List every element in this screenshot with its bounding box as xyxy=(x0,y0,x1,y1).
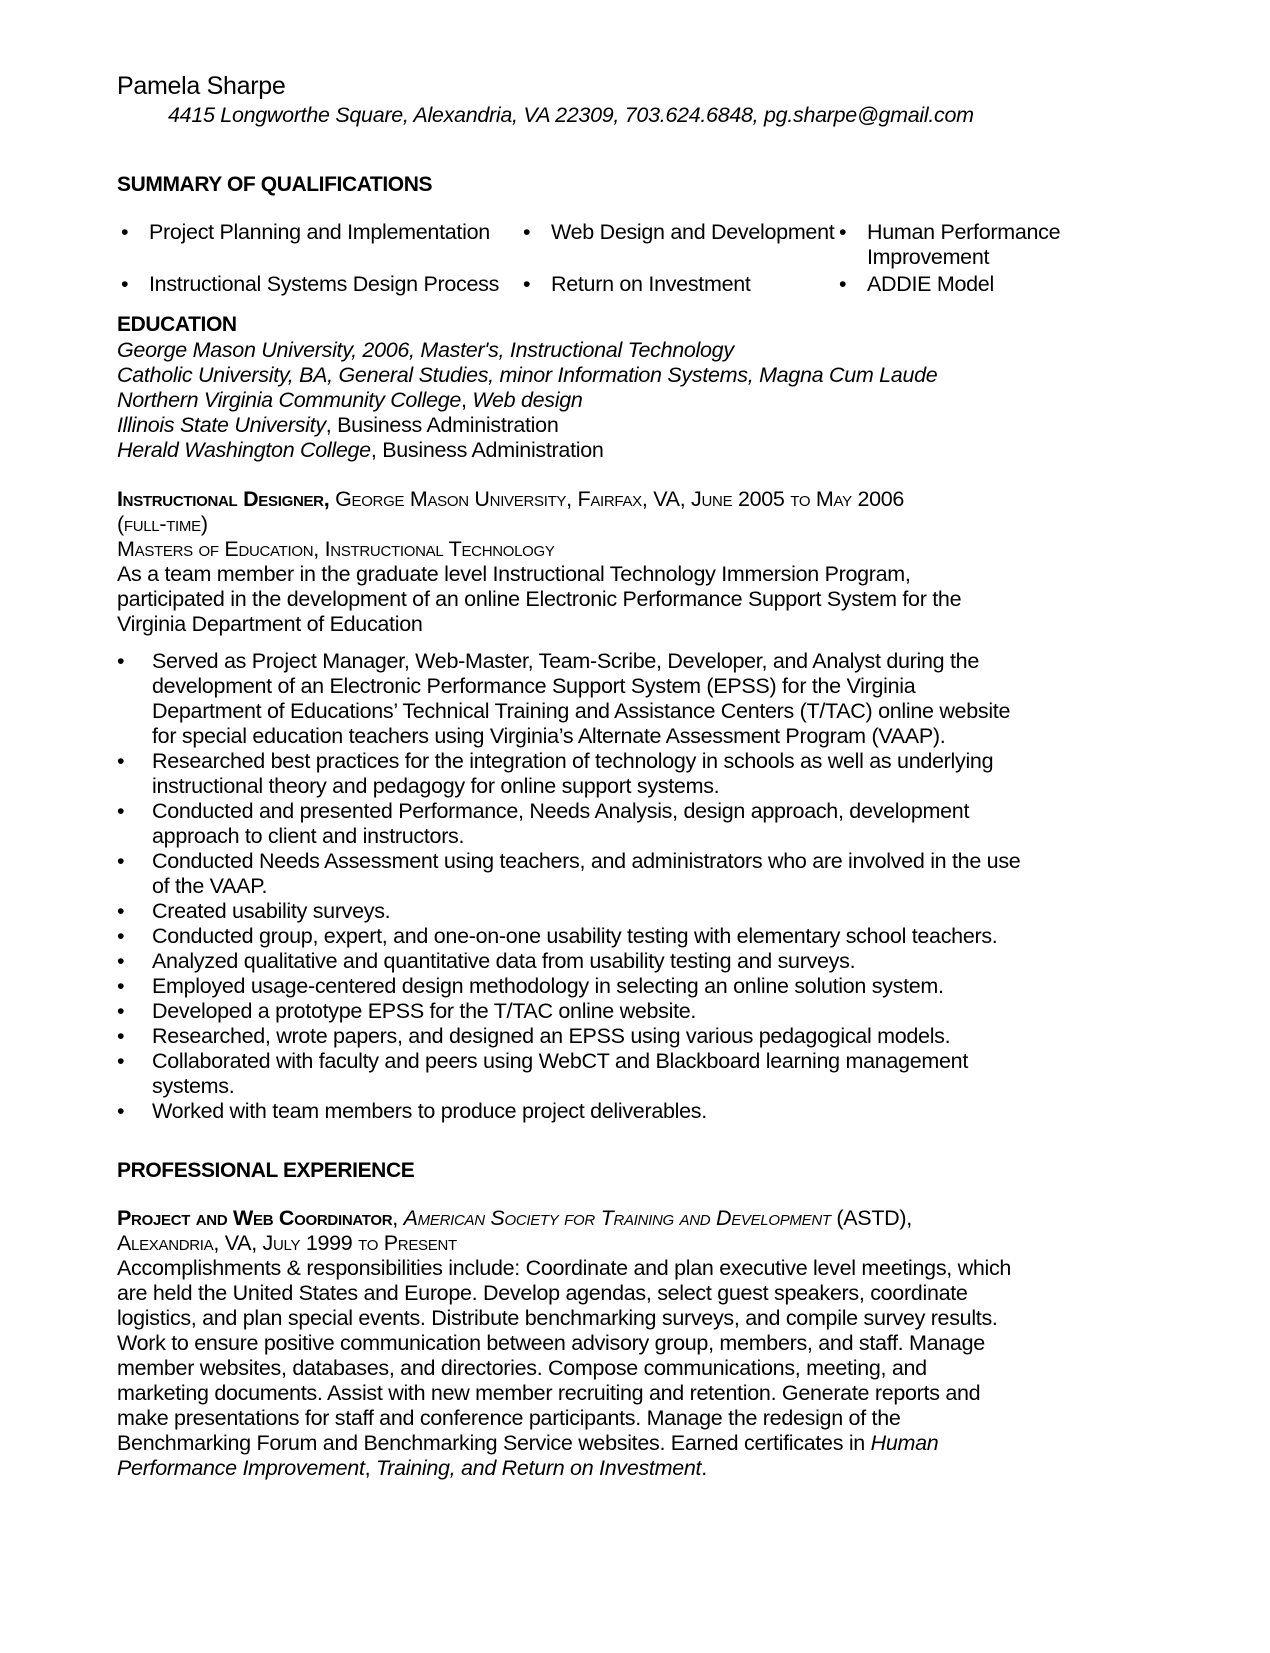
bullet-line: development of an Electronic Performance Support System (EPSS) for the Virginia xyxy=(152,674,916,698)
bullet-line: Collaborated with faculty and peers using WebCT and Blackboard learning management xyxy=(152,1049,968,1073)
job-bullet-item xyxy=(117,899,1117,924)
job-org: American Society for Training and Development xyxy=(403,1206,831,1230)
bullet-icon: • xyxy=(117,949,125,973)
bullet-line: of the VAAP. xyxy=(152,874,268,898)
bullet-icon: • xyxy=(523,272,531,296)
desc-italic: Performance Improvement xyxy=(117,1456,365,1480)
bullet-line: Department of Educations’ Technical Training and Assistance Centers (T/TAC) online website xyxy=(152,699,1011,723)
job-bullet-item xyxy=(117,649,1117,749)
bullet-icon: • xyxy=(117,649,125,673)
bullet-line: Conducted group, expert, and one-on-one usability testing with elementary school teachers. xyxy=(152,924,998,948)
bullet-icon: • xyxy=(121,272,129,296)
education-field: Web design xyxy=(472,388,583,412)
qualification-text: Project Planning and Implementation xyxy=(149,220,490,244)
contact-info: 4415 Longworthe Square, Alexandria, VA 22309, 703.624.6848, pg.sharpe@gmail.com xyxy=(168,103,974,127)
desc-text: Benchmarking Forum and Benchmarking Service websites. Earned certificates in xyxy=(117,1431,871,1455)
bullet-icon: • xyxy=(117,974,125,998)
education-field: , Business Administration xyxy=(370,438,604,462)
education-entry xyxy=(117,338,1117,363)
education-entry xyxy=(117,363,1117,388)
job-description-line: logistics, and plan special events. Distribute benchmarking surveys, and compile survey results. xyxy=(117,1306,998,1330)
job-bullet-item xyxy=(117,849,1117,899)
job-description-line: Work to ensure positive communication between advisory group, members, and staff. Manage xyxy=(117,1331,985,1355)
bullet-icon: • xyxy=(839,220,847,244)
bullet-icon: • xyxy=(121,220,129,244)
education-institution: Herald Washington College xyxy=(117,438,371,462)
job-description-line: make presentations for staff and conference participants. Manage the redesign of the xyxy=(117,1406,901,1430)
bullet-icon: • xyxy=(839,272,847,296)
bullet-line: instructional theory and pedagogy for online support systems. xyxy=(152,774,720,798)
job-type: (full-time) xyxy=(117,512,208,536)
bullet-icon: • xyxy=(117,999,125,1023)
education-institution: Northern Virginia Community College xyxy=(117,388,462,412)
bullet-icon: • xyxy=(523,220,531,244)
job-description xyxy=(117,1256,1117,1431)
qualification-text: Return on Investment xyxy=(551,272,751,296)
education-institution: Catholic University, BA, General Studies, minor Information Systems, Magna Cum Laude xyxy=(117,363,938,387)
bullet-line: Researched, wrote papers, and designed an EPSS using various pedagogical models. xyxy=(152,1024,951,1048)
bullet-line: Developed a prototype EPSS for the T/TAC online website. xyxy=(152,999,697,1023)
bullet-icon: • xyxy=(117,799,125,823)
job-bullet-item xyxy=(117,1049,1117,1099)
qualification-text-wrap: Improvement xyxy=(867,245,990,269)
job-bullet-item xyxy=(117,1024,1117,1049)
bullet-icon: • xyxy=(117,1099,125,1123)
education-entry xyxy=(117,438,1117,463)
qualification-text: Web Design and Development xyxy=(551,220,835,244)
qualification-item xyxy=(523,220,834,245)
job-sep: , xyxy=(392,1206,404,1230)
bullet-line: Worked with team members to produce project deliverables. xyxy=(152,1099,707,1123)
education-institution: George Mason University, 2006, Master's, Instructional Technology xyxy=(117,338,734,362)
education-sep: , xyxy=(461,388,473,412)
job-description-line xyxy=(117,1456,1117,1481)
job-bullet-item xyxy=(117,974,1117,999)
job-location-date: Alexandria, VA, July 1999 to Present xyxy=(117,1231,457,1255)
bullet-line: Employed usage-centered design methodology in selecting an online solution system. xyxy=(152,974,944,998)
job-bullet-list xyxy=(117,649,1117,1124)
job-description-line: participated in the development of an online Electronic Performance Support System for the xyxy=(117,587,962,611)
desc-text: , xyxy=(364,1456,376,1480)
job-bullet-item xyxy=(117,949,1117,974)
desc-text: . xyxy=(701,1456,707,1480)
job-description-line xyxy=(117,1431,1117,1456)
job-org-abbr: (ASTD), xyxy=(830,1206,912,1230)
education-entry xyxy=(117,413,1117,438)
bullet-line: Researched best practices for the integration of technology in schools as well as underlying xyxy=(152,749,994,773)
bullet-line: Conducted and presented Performance, Needs Analysis, design approach, development xyxy=(152,799,970,823)
job-description-line: Virginia Department of Education xyxy=(117,612,423,636)
job-title: Project and Web Coordinator xyxy=(117,1206,393,1230)
desc-italic: Training, and Return on Investment xyxy=(375,1456,702,1480)
bullet-line: systems. xyxy=(152,1074,235,1098)
job-program: Masters of Education, Instructional Technology xyxy=(117,537,555,561)
qualification-text: Human Performance xyxy=(867,220,1061,244)
qualification-item xyxy=(523,272,751,297)
qualification-text: Instructional Systems Design Process xyxy=(149,272,500,296)
job-description-line: Accomplishments & responsibilities include: Coordinate and plan executive level meetings, which xyxy=(117,1256,1012,1280)
job-description-line: are held the United States and Europe. Develop agendas, select guest speakers, coordinate xyxy=(117,1281,968,1305)
experience-heading: PROFESSIONAL EXPERIENCE xyxy=(117,1159,415,1182)
bullet-icon: • xyxy=(117,749,125,773)
education-field: , Business Administration xyxy=(325,413,559,437)
candidate-name: Pamela Sharpe xyxy=(117,72,286,100)
bullet-icon: • xyxy=(117,1049,125,1073)
job-org: George Mason University, Fairfax, VA, June 2005 to May 2006 xyxy=(329,487,905,511)
qualification-item xyxy=(839,272,994,297)
summary-heading: SUMMARY OF QUALIFICATIONS xyxy=(117,173,433,196)
bullet-line: for special education teachers using Virginia’s Alternate Assessment Program (VAAP). xyxy=(152,724,946,748)
job-description-line: As a team member in the graduate level Instructional Technology Immersion Program, xyxy=(117,562,911,586)
job-header xyxy=(117,1206,1117,1231)
education-entry xyxy=(117,388,1117,413)
bullet-line: Served as Project Manager, Web-Master, Team-Scribe, Developer, and Analyst during the xyxy=(152,649,979,673)
bullet-line: approach to client and instructors. xyxy=(152,824,465,848)
education-heading: EDUCATION xyxy=(117,313,237,336)
qualification-item xyxy=(121,220,490,245)
job-bullet-item xyxy=(117,749,1117,799)
qualifications-grid xyxy=(117,220,1117,302)
bullet-line: Created usability surveys. xyxy=(152,899,391,923)
resume-page xyxy=(117,70,1117,1481)
job-bullet-item xyxy=(117,799,1117,849)
job-bullet-item xyxy=(117,1099,1117,1124)
qualification-text: ADDIE Model xyxy=(867,272,994,296)
bullet-line: Conducted Needs Assessment using teachers, and administrators who are involved in the use xyxy=(152,849,1021,873)
bullet-line: Analyzed qualitative and quantitative data from usability testing and surveys. xyxy=(152,949,856,973)
qualification-item xyxy=(121,272,499,297)
bullet-icon: • xyxy=(117,899,125,923)
job-description-line: member websites, databases, and directories. Compose communications, meeting, and xyxy=(117,1356,927,1380)
bullet-icon: • xyxy=(117,924,125,948)
job-description-line: marketing documents. Assist with new member recruiting and retention. Generate reports and xyxy=(117,1381,981,1405)
job-bullet-item xyxy=(117,999,1117,1024)
job-header xyxy=(117,487,1117,512)
bullet-icon: • xyxy=(117,1024,125,1048)
desc-italic: Human xyxy=(870,1431,939,1455)
education-institution: Illinois State University xyxy=(117,413,326,437)
job-title: Instructional Designer, xyxy=(117,487,330,511)
job-bullet-item xyxy=(117,924,1117,949)
bullet-icon: • xyxy=(117,849,125,873)
qualification-item xyxy=(839,220,1060,270)
